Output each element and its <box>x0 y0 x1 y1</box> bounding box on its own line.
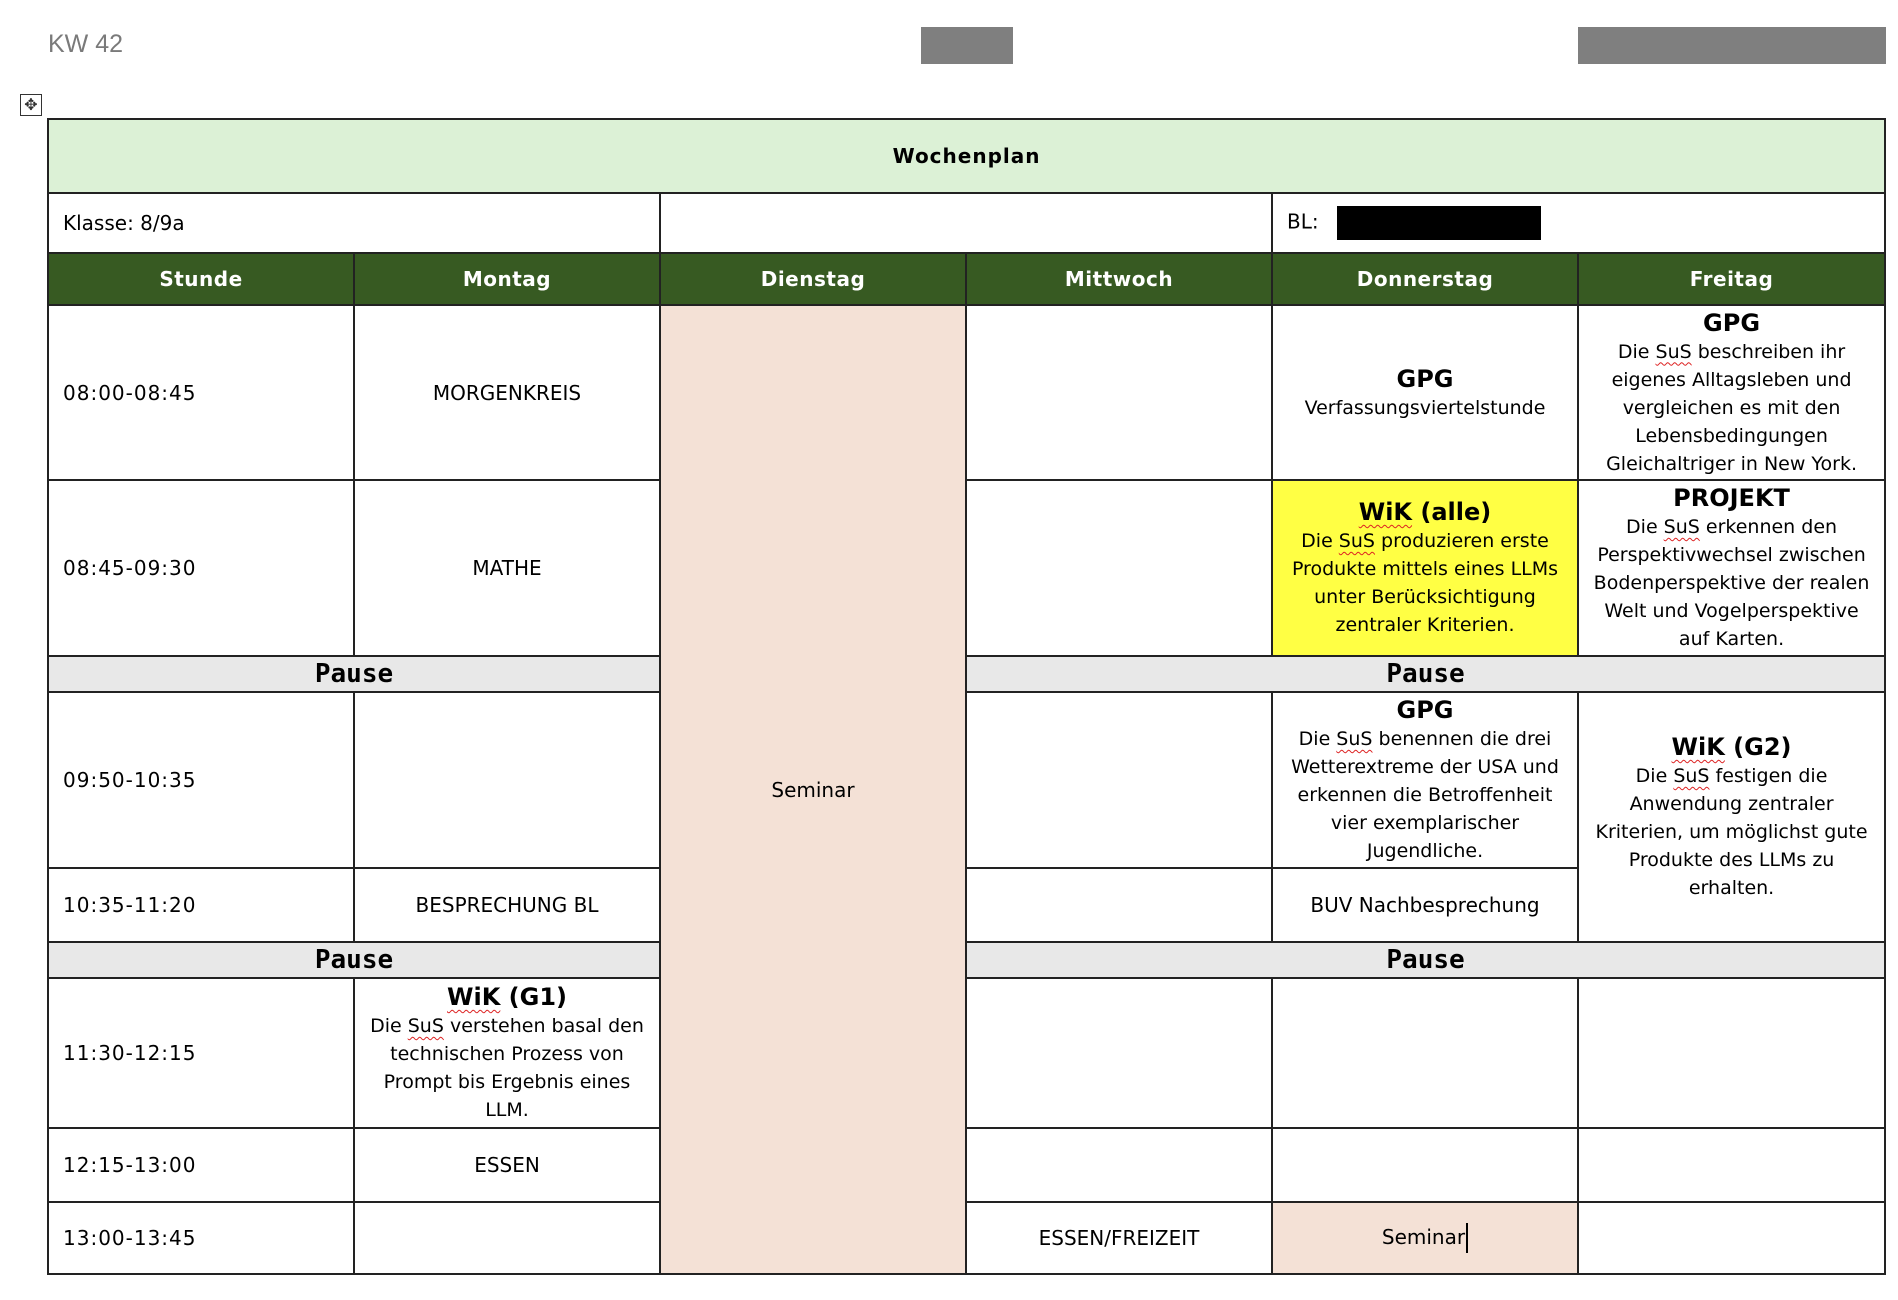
col-header-montag: Montag <box>354 253 660 305</box>
donnerstag-r6[interactable] <box>1272 1128 1578 1202</box>
weekly-plan-table <box>47 118 1886 1275</box>
mittwoch-r6[interactable] <box>966 1128 1272 1202</box>
text-cursor <box>1466 1223 1468 1253</box>
redacted-block <box>1578 27 1886 64</box>
plan-title: Wochenplan <box>48 119 1885 193</box>
seminar-text: Seminar <box>1381 1224 1466 1249</box>
lesson-description: Die SuS erkennen den Perspektivwechsel zwischen Bodenperspektive der realen Welt und Vogelperspektive auf Karten. <box>1593 516 1870 650</box>
freitag-r6[interactable] <box>1578 1128 1885 1202</box>
pause-row: Pause <box>966 942 1885 978</box>
col-header-freitag: Freitag <box>1578 253 1885 305</box>
freitag-r34[interactable] <box>1578 692 1885 942</box>
time-cell[interactable]: 11:30-12:15 <box>48 978 354 1128</box>
donnerstag-r3[interactable] <box>1272 692 1578 868</box>
time-cell[interactable]: 12:15-13:00 <box>48 1128 354 1202</box>
lesson-description: Die SuS benennen die drei Wetterextreme der USA und erkennen die Betroffenheit vier exemplarischer Jugendliche. <box>1291 728 1559 862</box>
montag-r5[interactable] <box>354 978 660 1128</box>
col-header-stunde: Stunde <box>48 253 354 305</box>
bl-label: BL: <box>1287 209 1319 234</box>
donnerstag-r1[interactable] <box>1272 305 1578 480</box>
subject-label: GPG <box>1396 364 1454 393</box>
montag-r3[interactable] <box>354 692 660 868</box>
freitag-r7[interactable] <box>1578 1202 1885 1274</box>
time-cell[interactable]: 10:35-11:20 <box>48 868 354 942</box>
montag-r7[interactable] <box>354 1202 660 1274</box>
redacted-block <box>921 27 1013 64</box>
mittwoch-r1[interactable] <box>966 305 1272 480</box>
freitag-r1[interactable] <box>1578 305 1885 480</box>
subject-label: WiK (alle) <box>1358 498 1492 526</box>
mittwoch-r3[interactable] <box>966 692 1272 868</box>
time-cell[interactable]: 08:00-08:45 <box>48 305 354 480</box>
mittwoch-r4[interactable] <box>966 868 1272 942</box>
table-move-handle-icon[interactable]: ✥ <box>20 94 42 116</box>
empty-meta-cell[interactable] <box>660 193 1272 253</box>
pause-row: Pause <box>48 942 660 978</box>
montag-r6[interactable]: ESSEN <box>354 1128 660 1202</box>
pause-row: Pause <box>48 656 660 692</box>
donnerstag-r7[interactable] <box>1272 1202 1578 1274</box>
donnerstag-r2[interactable] <box>1272 480 1578 656</box>
montag-r2[interactable]: MATHE <box>354 480 660 656</box>
week-label: KW 42 <box>48 30 124 58</box>
lesson-description: Die SuS produzieren erste Produkte mittels eines LLMs unter Berücksichtigung zentraler Kriterien. <box>1291 530 1559 636</box>
montag-r1[interactable]: MORGENKREIS <box>354 305 660 480</box>
time-cell[interactable]: 08:45-09:30 <box>48 480 354 656</box>
lesson-description: Die SuS beschreiben ihr eigenes Alltagsleben und vergleichen es mit den Lebensbedingungen Gleichaltriger in New York. <box>1606 340 1857 475</box>
time-cell[interactable]: 09:50-10:35 <box>48 692 354 868</box>
lesson-description: Die SuS festigen die Anwendung zentraler Kriterien, um möglichst gute Produkte des LLMs zu erhalten. <box>1595 765 1868 899</box>
subject-label: WiK (G1) <box>447 983 567 1011</box>
freitag-r2[interactable] <box>1578 480 1885 656</box>
mittwoch-r5[interactable] <box>966 978 1272 1128</box>
mittwoch-r2[interactable] <box>966 480 1272 656</box>
class-field[interactable]: Klasse: 8/9a <box>48 193 660 253</box>
subject-label: GPG <box>1703 308 1761 337</box>
col-header-dienstag: Dienstag <box>660 253 966 305</box>
bl-field[interactable] <box>1272 193 1885 253</box>
lesson-description: Verfassungsviertelstunde <box>1304 396 1546 419</box>
subject-label: GPG <box>1396 696 1454 724</box>
mittwoch-r7[interactable]: ESSEN/FREIZEIT <box>966 1202 1272 1274</box>
lesson-description: Die SuS verstehen basal den technischen Prozess von Prompt bis Ergebnis eines LLM. <box>370 1015 644 1121</box>
donnerstag-r4[interactable]: BUV Nachbesprechung <box>1272 868 1578 942</box>
dienstag-seminar[interactable]: Seminar <box>660 305 966 1274</box>
time-cell[interactable]: 13:00-13:45 <box>48 1202 354 1274</box>
redacted-name <box>1337 206 1541 240</box>
pause-row: Pause <box>966 656 1885 692</box>
col-header-donnerstag: Donnerstag <box>1272 253 1578 305</box>
col-header-mittwoch: Mittwoch <box>966 253 1272 305</box>
freitag-r5[interactable] <box>1578 978 1885 1128</box>
montag-r4[interactable]: BESPRECHUNG BL <box>354 868 660 942</box>
donnerstag-r5[interactable] <box>1272 978 1578 1128</box>
subject-label: PROJEKT <box>1673 484 1790 512</box>
subject-label: WiK (G2) <box>1671 733 1792 761</box>
